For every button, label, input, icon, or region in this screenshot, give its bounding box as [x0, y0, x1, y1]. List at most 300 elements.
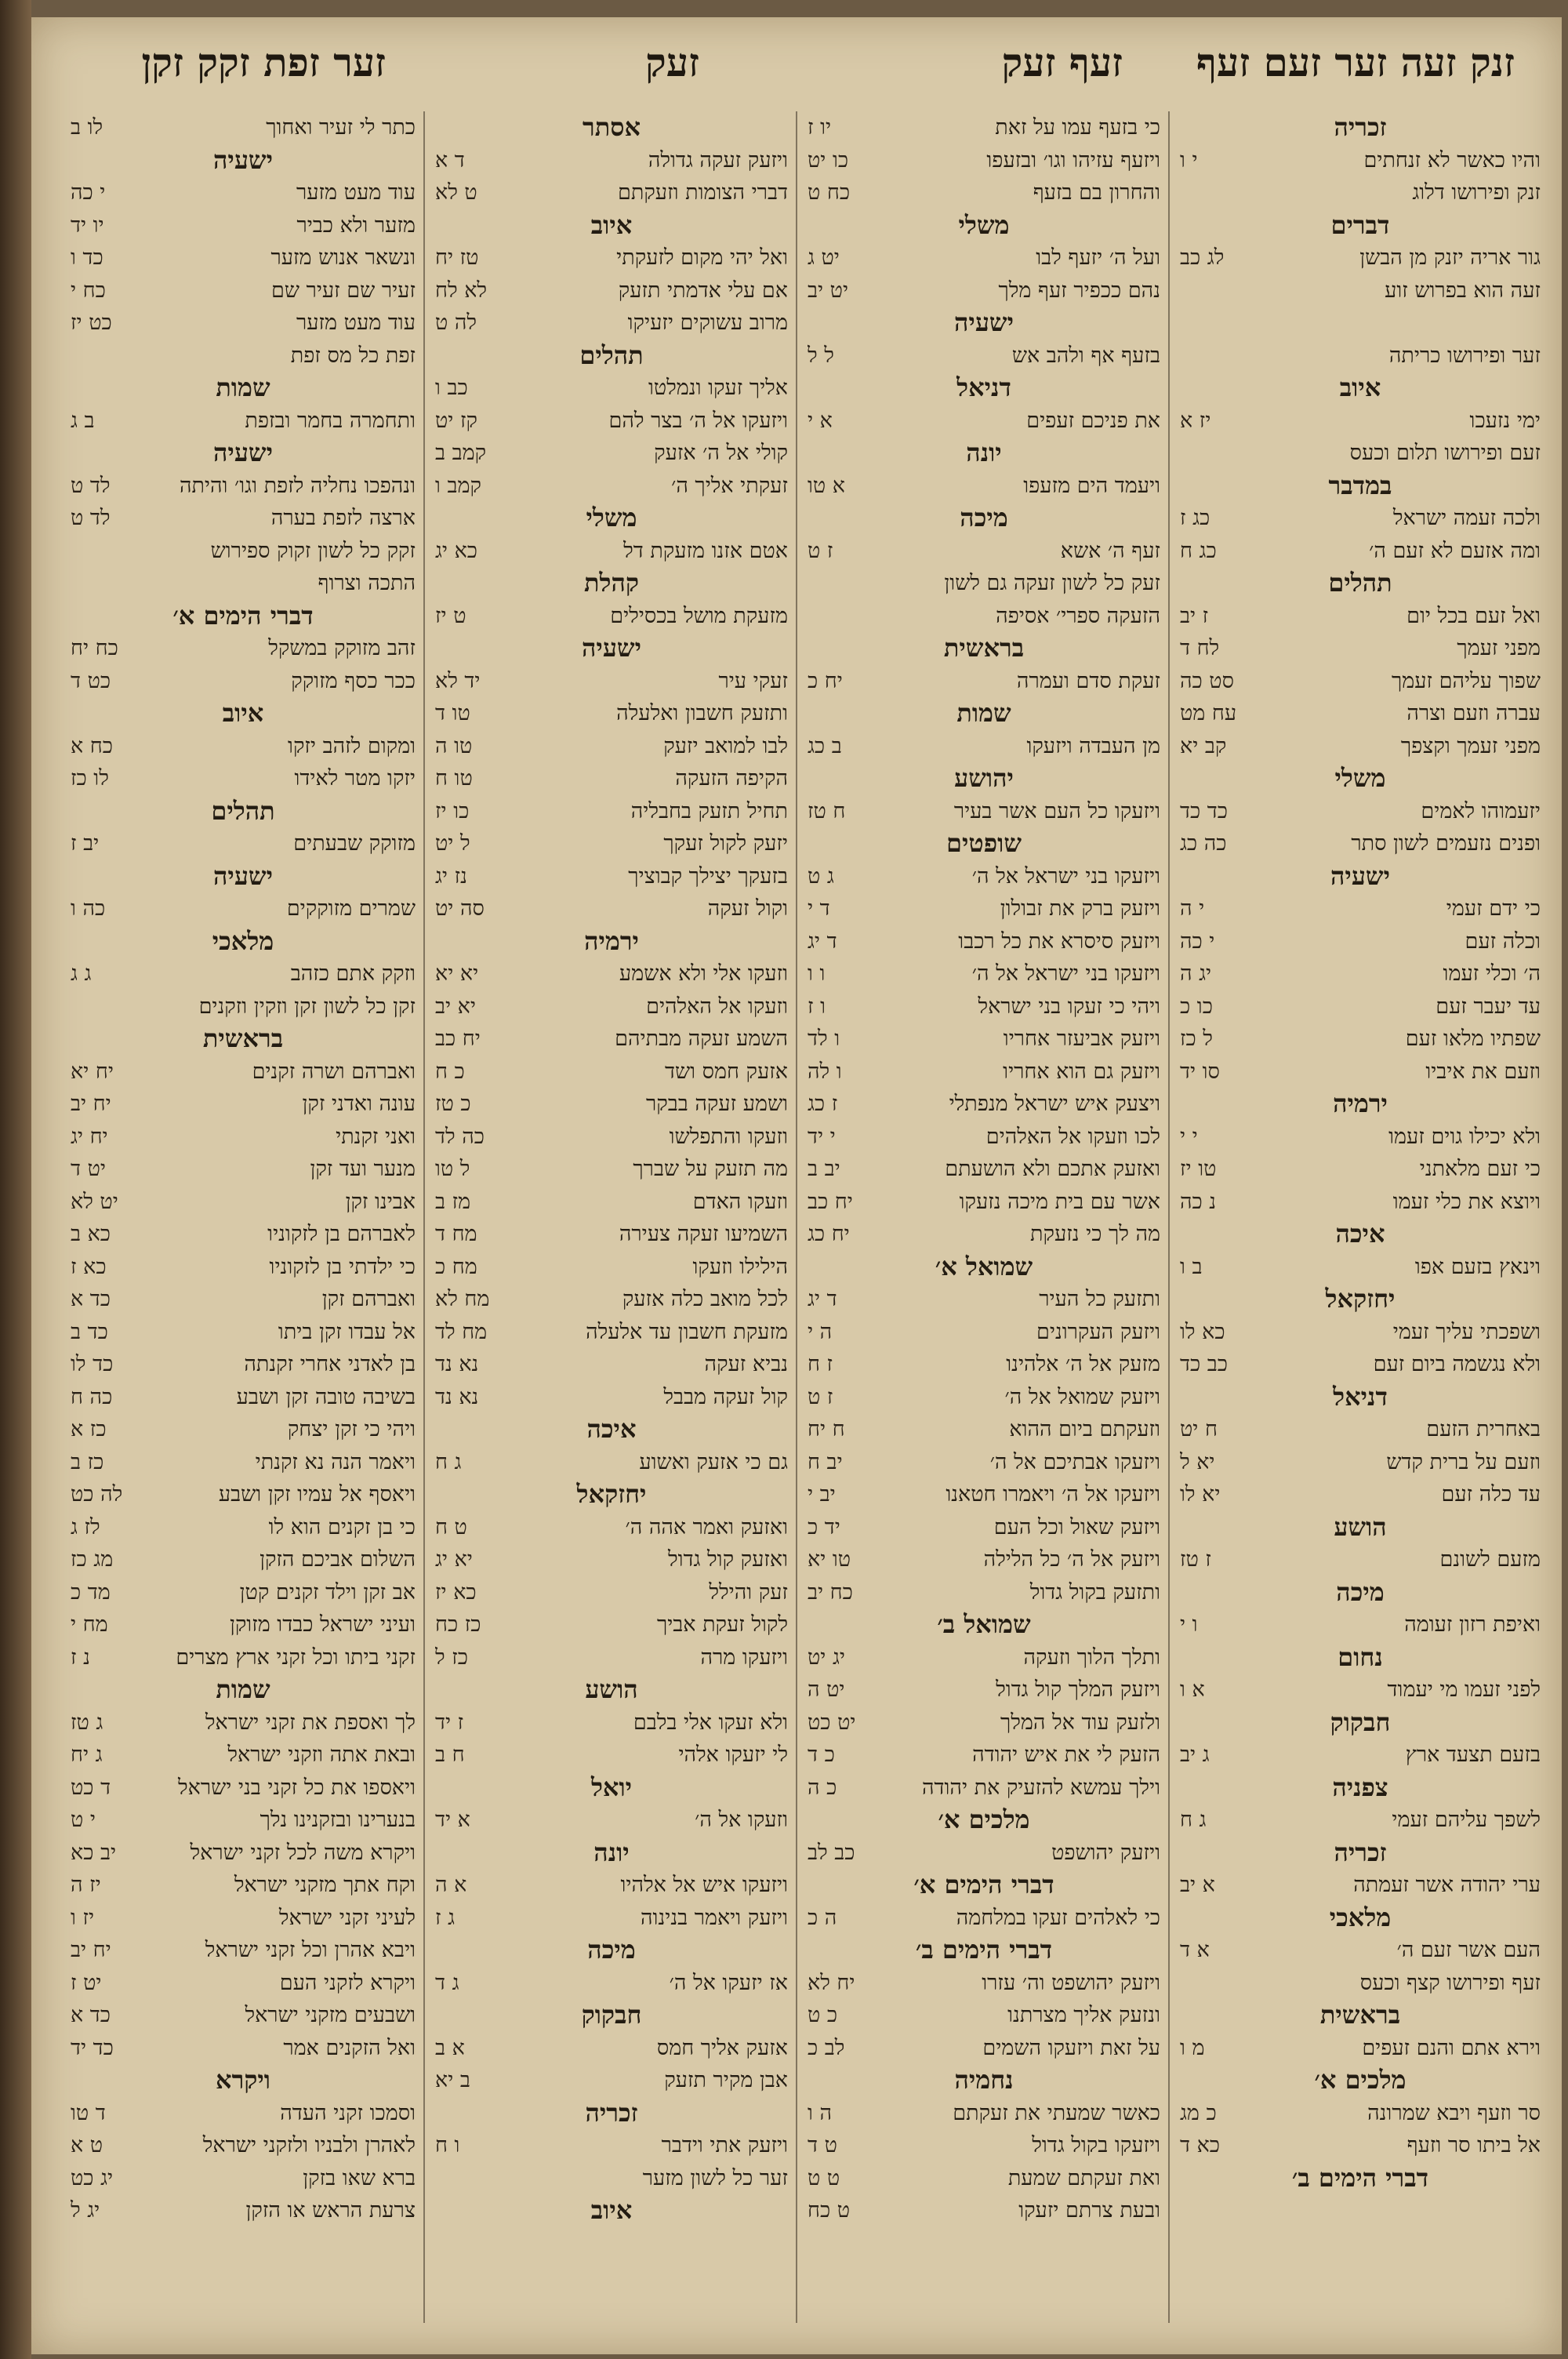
book-heading: יונה	[593, 1837, 630, 1867]
chapter-verse-ref: ד יג	[808, 929, 837, 954]
book-heading: מלכים א׳	[1314, 2065, 1406, 2095]
verse-text: אזעק חמס ושד	[665, 1059, 788, 1084]
verse-text: וזעם את איביו	[1425, 1059, 1541, 1084]
concordance-line	[808, 1283, 1160, 1316]
concordance-line	[1180, 1902, 1541, 1935]
chapter-verse-ref: א טו	[808, 473, 846, 498]
concordance-line	[1180, 111, 1541, 144]
chapter-verse-ref: כד ב	[71, 1319, 108, 1344]
chapter-verse-ref: כ ח	[435, 1059, 465, 1084]
concordance-line	[71, 1999, 416, 2032]
verse-text: והיו כאשר לא זנחתים	[1363, 147, 1541, 173]
book-heading: ישעיה	[213, 860, 273, 891]
book-heading: ישעיה	[213, 438, 273, 467]
chapter-verse-ref: כ ט	[808, 2003, 838, 2027]
book-heading: דניאל	[956, 373, 1011, 402]
book-heading: איכה	[586, 1414, 637, 1444]
concordance-line	[435, 1023, 788, 1056]
verse-text: ויזעק ויאמר בנינוה	[641, 1905, 788, 1930]
concordance-line	[71, 762, 416, 795]
header-col-1: זער זפת זקק זקן	[141, 39, 386, 85]
concordance-line	[71, 1121, 416, 1154]
concordance-line	[1180, 1121, 1541, 1154]
verse-text: אזעק אליך חמס	[656, 2035, 788, 2060]
verse-text: התכה וצרוף	[318, 571, 416, 595]
book-heading: יונה	[966, 438, 1002, 467]
verse-text: ויזעקו כל העם אשר בעיר	[953, 798, 1160, 823]
chapter-verse-ref: ג ח	[435, 1449, 462, 1474]
verse-text: ויקרא משה לכל זקני ישראל	[190, 1840, 416, 1865]
book-heading: תהלים	[579, 340, 644, 370]
book-heading: יחזקאל	[576, 1479, 647, 1509]
concordance-line	[808, 1837, 1160, 1870]
concordance-line	[808, 1218, 1160, 1251]
chapter-verse-ref: מח ד	[435, 1222, 477, 1246]
book-heading: מיכה	[960, 503, 1008, 533]
chapter-verse-ref: ד א	[435, 147, 465, 173]
verse-text: בשיבה טובה זקן ושבע	[236, 1384, 416, 1409]
concordance-line	[808, 632, 1160, 665]
chapter-verse-ref: מח י	[71, 1612, 108, 1637]
chapter-verse-ref: יח יב	[71, 1938, 111, 1962]
column-rule	[1168, 111, 1170, 2323]
verse-text: נביא זעקה	[704, 1352, 788, 1376]
concordance-line	[808, 209, 1160, 242]
concordance-line	[1180, 372, 1541, 405]
verse-text: ויזעקו אל ה׳ ויאמרו חטאנו	[946, 1482, 1160, 1507]
verse-text: זעה הוא בפרוש זוע	[1385, 278, 1541, 303]
chapter-verse-ref: יח כב	[808, 1189, 853, 1214]
concordance-line	[71, 1739, 416, 1772]
chapter-verse-ref: ו לה	[808, 1059, 842, 1084]
concordance-line	[1180, 1446, 1541, 1479]
verse-text: ויזעק שמואל אל ה׳	[1004, 1384, 1160, 1409]
book-heading: חבקוק	[581, 2000, 642, 2030]
concordance-line	[808, 795, 1160, 828]
chapter-verse-ref: כב כד	[1180, 1352, 1228, 1376]
chapter-verse-ref: ג טז	[71, 1710, 103, 1735]
concordance-line	[808, 1902, 1160, 1935]
chapter-verse-ref: יב י	[808, 1482, 836, 1507]
concordance-line	[1180, 2032, 1541, 2065]
chapter-verse-ref: ג ט	[808, 863, 834, 889]
concordance-line	[71, 1934, 416, 1967]
chapter-verse-ref: יט יב	[808, 278, 849, 303]
concordance-line	[808, 1121, 1160, 1154]
concordance-line	[808, 1088, 1160, 1121]
chapter-verse-ref: מח לא	[435, 1287, 490, 1311]
concordance-line	[1180, 1251, 1541, 1284]
concordance-line	[808, 405, 1160, 438]
concordance-line	[71, 176, 416, 209]
book-heading: בראשית	[943, 633, 1025, 663]
concordance-line	[435, 1772, 788, 1805]
verse-text: זעם ופירושו תלום וכעס	[1349, 441, 1541, 465]
book-heading: שמואל א׳	[935, 1251, 1033, 1281]
verse-text: תחיל תזעק בחבליה	[630, 798, 788, 823]
verse-text: כי בן זקנים הוא לו	[268, 1514, 416, 1539]
concordance-line	[71, 892, 416, 925]
chapter-verse-ref: יג ל	[71, 2198, 100, 2223]
concordance-line	[435, 860, 788, 893]
verse-text: וזקק אתם כזהב	[290, 961, 416, 986]
book-heading: איוב	[590, 2195, 633, 2225]
concordance-line	[435, 2097, 788, 2130]
book-heading: ישעיה	[1330, 860, 1390, 891]
concordance-line	[435, 1707, 788, 1739]
verse-text: ויצעק איש ישראל מנפתלי	[949, 1092, 1160, 1116]
chapter-verse-ref: א ד	[1180, 1938, 1210, 1962]
verse-text: לקול זעקת אביך	[656, 1612, 788, 1637]
chapter-verse-ref: ו ז	[808, 994, 826, 1019]
concordance-line	[435, 958, 788, 990]
chapter-verse-ref: ו ח	[435, 2133, 460, 2157]
chapter-verse-ref: טו ה	[435, 733, 473, 758]
chapter-verse-ref: יד לא	[435, 668, 481, 693]
concordance-line	[71, 1576, 416, 1609]
book-heading: דניאל	[1333, 1381, 1388, 1412]
concordance-line	[808, 892, 1160, 925]
chapter-verse-ref: יו יד	[71, 213, 104, 238]
verse-text: ולא יכילו גוים זעמו	[1388, 1124, 1541, 1149]
verse-text: מזעם לשונם	[1439, 1547, 1541, 1572]
verse-text: זער ופירושו כריתה	[1388, 343, 1541, 368]
concordance-line	[71, 1674, 416, 1707]
verse-text: דברי הצומות וזעקתם	[618, 180, 788, 205]
concordance-line	[71, 958, 416, 990]
verse-text: הזעקה ספרי׳ אסיפה	[996, 603, 1160, 628]
chapter-verse-ref: כג ח	[1180, 538, 1217, 563]
chapter-verse-ref: א ב	[435, 2035, 465, 2060]
verse-text: באחרית הזעם	[1426, 1417, 1541, 1441]
verse-text: מה תזעק על שברך	[633, 1157, 788, 1181]
verse-text: כי זעם מלאתני	[1419, 1157, 1541, 1181]
chapter-verse-ref: כו יט	[808, 147, 849, 173]
concordance-line	[435, 1934, 788, 1967]
verse-text: זעק כל לשון זעקה גם לשון	[944, 571, 1160, 595]
concordance-line	[808, 1869, 1160, 1902]
verse-text: לאברהם בן לזקוניו	[267, 1222, 416, 1246]
chapter-verse-ref: כו יז	[435, 798, 470, 823]
verse-text: ויאמר הנה נא זקנתי	[255, 1449, 416, 1474]
chapter-verse-ref: ל ל	[808, 343, 834, 368]
chapter-verse-ref: ו ו	[808, 961, 826, 986]
verse-text: זהב מזוקק במשקל	[268, 636, 416, 660]
concordance-line	[1180, 990, 1541, 1023]
concordance-line	[71, 1446, 416, 1479]
concordance-line	[808, 827, 1160, 860]
concordance-page	[31, 17, 1562, 2354]
concordance-line	[808, 502, 1160, 535]
chapter-verse-ref: ד י	[808, 896, 830, 921]
book-heading: הושע	[1334, 1511, 1387, 1542]
chapter-verse-ref: כח ט	[808, 180, 851, 205]
column-zaak-1	[435, 111, 788, 2323]
chapter-verse-ref: יד כ	[808, 1514, 840, 1539]
verse-text: גם כי אזעק ואשוע	[639, 1449, 788, 1474]
chapter-verse-ref: ז ח	[808, 1352, 833, 1376]
verse-text: השמיעו זעקה צעירה	[619, 1222, 788, 1246]
concordance-line	[1180, 1772, 1541, 1805]
chapter-verse-ref: יח יב	[71, 1092, 111, 1116]
chapter-verse-ref: כז כח	[435, 1612, 481, 1637]
chapter-verse-ref: לא לח	[435, 278, 488, 303]
concordance-line	[71, 1023, 416, 1056]
concordance-line	[435, 1478, 788, 1511]
concordance-line	[435, 1902, 788, 1935]
verse-text: וינאץ בזעם אפו	[1414, 1254, 1541, 1279]
chapter-verse-ref: ל טו	[435, 1157, 470, 1181]
chapter-verse-ref: יח כ	[808, 668, 843, 693]
chapter-verse-ref: כה ו	[71, 896, 106, 921]
chapter-verse-ref: כב ו	[435, 376, 468, 400]
concordance-line	[1180, 209, 1541, 242]
book-heading: איוב	[222, 698, 264, 728]
concordance-line	[1180, 730, 1541, 763]
concordance-line	[71, 1707, 416, 1739]
verse-text: כתר לי זעיר ואחוך	[266, 115, 416, 140]
book-heading: דברים	[1330, 209, 1390, 240]
concordance-line	[71, 242, 416, 274]
concordance-line	[435, 795, 788, 828]
verse-text: ועל ה׳ יזעף לבו	[1036, 245, 1160, 270]
chapter-verse-ref: כב לב	[808, 1840, 855, 1865]
chapter-verse-ref: ג יח	[71, 1743, 103, 1767]
chapter-verse-ref: ח טז	[808, 798, 846, 823]
concordance-line	[435, 1674, 788, 1707]
chapter-verse-ref: יג כט	[71, 2165, 114, 2190]
verse-text: ואזעק ואמר אהה ה׳	[625, 1514, 788, 1539]
chapter-verse-ref: כ טז	[435, 1092, 471, 1116]
verse-text: ואברהם ושרה זקנים	[252, 1059, 416, 1084]
concordance-line	[71, 665, 416, 698]
concordance-line	[71, 2162, 416, 2195]
concordance-line	[435, 176, 788, 209]
chapter-verse-ref: עח מט	[1180, 701, 1237, 725]
chapter-verse-ref: י ו	[1180, 147, 1198, 173]
concordance-line	[1180, 1511, 1541, 1544]
concordance-line	[808, 1543, 1160, 1576]
chapter-verse-ref: ז ט	[808, 538, 833, 563]
verse-text: ויזעק סיסרא את כל רכבו	[958, 929, 1160, 954]
chapter-verse-ref: סט כה	[1180, 668, 1234, 693]
verse-text: וזעם על ברית קדש	[1386, 1449, 1541, 1474]
concordance-line	[1180, 1153, 1541, 1186]
book-heading: ירמיה	[584, 925, 639, 956]
concordance-line	[808, 1023, 1160, 1056]
verse-text: וילך עמשא להזעיק את יהודה	[921, 1775, 1160, 1800]
chapter-verse-ref: כא ז	[71, 1254, 107, 1279]
chapter-verse-ref: יט ד	[71, 1157, 106, 1181]
verse-text: גור אריה יזנק מן הבשן	[1359, 245, 1541, 270]
verse-text: ותלך הלוך וזעקה	[1023, 1645, 1160, 1670]
book-heading: יהושע	[954, 763, 1014, 793]
chapter-verse-ref: ט א	[71, 2133, 103, 2157]
verse-text: ותזעק בקול גדול	[1029, 1579, 1160, 1605]
chapter-verse-ref: לה ט	[435, 311, 477, 335]
verse-text: מנער ועד זקן	[310, 1157, 416, 1181]
verse-text: מזער ולא כביר	[296, 213, 416, 238]
verse-text: שפוך עליהם זעמך	[1391, 668, 1541, 693]
concordance-line	[1180, 1088, 1541, 1121]
verse-text: שפתיו מלאו זעם	[1405, 1027, 1541, 1051]
verse-text: ולכה זעמה ישראל	[1392, 506, 1541, 530]
verse-text: ואל יהי מקום לזעקתי	[616, 245, 788, 270]
concordance-line	[71, 470, 416, 503]
concordance-line	[71, 795, 416, 828]
chapter-verse-ref: יב כא	[71, 1840, 117, 1865]
book-heading: איוב	[590, 209, 633, 240]
concordance-line	[71, 1772, 416, 1805]
chapter-verse-ref: טז יח	[435, 245, 479, 270]
chapter-verse-ref: ל כז	[1180, 1027, 1213, 1051]
concordance-line	[808, 665, 1160, 698]
concordance-line	[71, 405, 416, 438]
verse-text: עוד מעט מזער	[296, 180, 416, 205]
chapter-verse-ref: סו יד	[1180, 1059, 1220, 1084]
concordance-line	[435, 209, 788, 242]
verse-text: ואל הזקנים אמר	[283, 2035, 416, 2060]
concordance-line	[1180, 1283, 1541, 1316]
verse-text: זעקת סדם ועמרה	[1016, 668, 1160, 693]
chapter-verse-ref: יג יט	[808, 1645, 845, 1670]
concordance-line	[1180, 925, 1541, 958]
concordance-line	[808, 1316, 1160, 1349]
concordance-line	[808, 1413, 1160, 1446]
concordance-line	[435, 2032, 788, 2065]
chapter-verse-ref: יט ז	[71, 1970, 102, 1995]
chapter-verse-ref: יג ה	[1180, 961, 1212, 986]
verse-text: וקול זעקה	[707, 896, 788, 921]
verse-text: וזעקו האדם	[692, 1189, 788, 1214]
verse-text: ותזעק חשבון ואלעלה	[616, 701, 788, 725]
verse-text: זקק כל לשון זקוק ספירוש	[210, 538, 416, 563]
verse-text: ומה אזעם לא זעם ה׳	[1369, 538, 1541, 563]
header-col-2: זעק	[645, 39, 699, 85]
concordance-line	[1180, 1348, 1541, 1381]
book-heading: ישעיה	[954, 307, 1014, 337]
concordance-line	[1180, 1316, 1541, 1349]
concordance-line	[808, 1707, 1160, 1739]
concordance-line	[71, 990, 416, 1023]
chapter-verse-ref: יז ו	[71, 1905, 95, 1930]
chapter-verse-ref: ח יט	[1180, 1417, 1218, 1441]
chapter-verse-ref: מז ב	[435, 1189, 471, 1214]
book-heading: במדבר	[1328, 470, 1392, 500]
concordance-line	[1180, 2162, 1541, 2195]
verse-text: לכל מואב כלה אזעק	[622, 1287, 788, 1311]
verse-text: על זאת ויזעקו השמים	[982, 2035, 1160, 2060]
chapter-verse-ref: קמב ו	[435, 473, 481, 498]
chapter-verse-ref: ט לא	[435, 180, 477, 205]
concordance-line	[71, 1902, 416, 1935]
book-heading: משלי	[586, 503, 637, 533]
chapter-verse-ref: קז יט	[435, 408, 477, 433]
concordance-line	[808, 470, 1160, 503]
verse-text: זעקי עיר	[718, 668, 788, 693]
concordance-line	[435, 470, 788, 503]
verse-text: וסמכו זקני העדה	[280, 2100, 416, 2125]
concordance-line	[435, 502, 788, 535]
verse-text: קול זעקה מבבל	[663, 1384, 788, 1409]
chapter-verse-ref: י ה	[1180, 896, 1205, 921]
book-heading: שמות	[956, 698, 1011, 728]
verse-text: והחרון בם בזעף	[1033, 180, 1160, 205]
book-heading: יחזקאל	[1325, 1284, 1396, 1314]
concordance-line	[1180, 1641, 1541, 1674]
chapter-verse-ref: לו ב	[71, 115, 103, 140]
verse-text: לכו וזעקו אל האלהים	[985, 1124, 1160, 1149]
verse-text: ואברהם זקן	[321, 1287, 416, 1311]
verse-text: אליך זעקו ונמלטו	[648, 376, 788, 400]
verse-text: ויזעק גם הוא אחריו	[1003, 1059, 1160, 1084]
concordance-line	[808, 242, 1160, 274]
concordance-line	[71, 730, 416, 763]
concordance-line	[71, 1413, 416, 1446]
concordance-line	[808, 1576, 1160, 1609]
chapter-verse-ref: יט ה	[808, 1677, 845, 1702]
chapter-verse-ref: כז ל	[435, 1645, 468, 1670]
verse-text: אבן מקיר תזעק	[664, 2068, 788, 2092]
concordance-line	[1180, 1413, 1541, 1446]
concordance-line	[808, 2194, 1160, 2227]
verse-text: ימי נזעכו	[1469, 408, 1541, 433]
concordance-line	[71, 535, 416, 568]
book-heading: זכריה	[1334, 112, 1387, 142]
chapter-verse-ref: כד א	[71, 1287, 111, 1311]
verse-text: השלום אביכם הזקן	[260, 1547, 416, 1572]
verse-text: וזעקו אל ה׳	[695, 1808, 788, 1832]
concordance-line	[435, 1837, 788, 1870]
verse-text: ואת זעקתם שמעת	[1007, 2165, 1160, 2190]
concordance-line	[1180, 144, 1541, 177]
chapter-verse-ref: א יב	[1180, 1873, 1215, 1897]
verse-text: אם עלי אדמתי תזעק	[618, 278, 788, 303]
chapter-verse-ref: כד ו	[71, 245, 103, 270]
concordance-line	[435, 2162, 788, 2195]
verse-text: ושבעים מזקני ישראל	[245, 2003, 416, 2027]
book-heading: מלאכי	[212, 925, 274, 956]
concordance-line	[1180, 1381, 1541, 1414]
concordance-line	[1180, 860, 1541, 893]
book-heading: ויקרא	[216, 2065, 270, 2095]
verse-text: ותזעק כל העיר	[1039, 1287, 1160, 1311]
verse-text: ויבא אהרן וכל זקני ישראל	[205, 1938, 416, 1962]
book-heading: מיכה	[1336, 1576, 1385, 1607]
chapter-verse-ref: מח כ	[435, 1254, 477, 1279]
chapter-verse-ref: כו כ	[1180, 994, 1213, 1019]
chapter-verse-ref: כד א	[71, 2003, 111, 2027]
concordance-line	[435, 1739, 788, 1772]
column-zaaf-zaak	[808, 111, 1160, 2323]
chapter-verse-ref: י ט	[71, 1808, 96, 1832]
verse-text: ואל זעם בכל יום	[1406, 603, 1541, 628]
concordance-line	[808, 1967, 1160, 2000]
chapter-verse-ref: ה ו	[808, 2100, 833, 2125]
concordance-line	[435, 730, 788, 763]
concordance-line	[808, 990, 1160, 1023]
concordance-line	[71, 2129, 416, 2162]
concordance-line	[1180, 535, 1541, 568]
chapter-verse-ref: יא לו	[1180, 1482, 1221, 1507]
concordance-line	[71, 600, 416, 633]
chapter-verse-ref: כד כד	[1180, 798, 1228, 823]
concordance-line	[1180, 795, 1541, 828]
book-heading: בראשית	[1319, 2000, 1401, 2030]
chapter-verse-ref: לז ג	[71, 1514, 100, 1539]
verse-text: ושפכתי עליך זעמי	[1392, 1319, 1541, 1344]
concordance-line	[808, 1153, 1160, 1186]
